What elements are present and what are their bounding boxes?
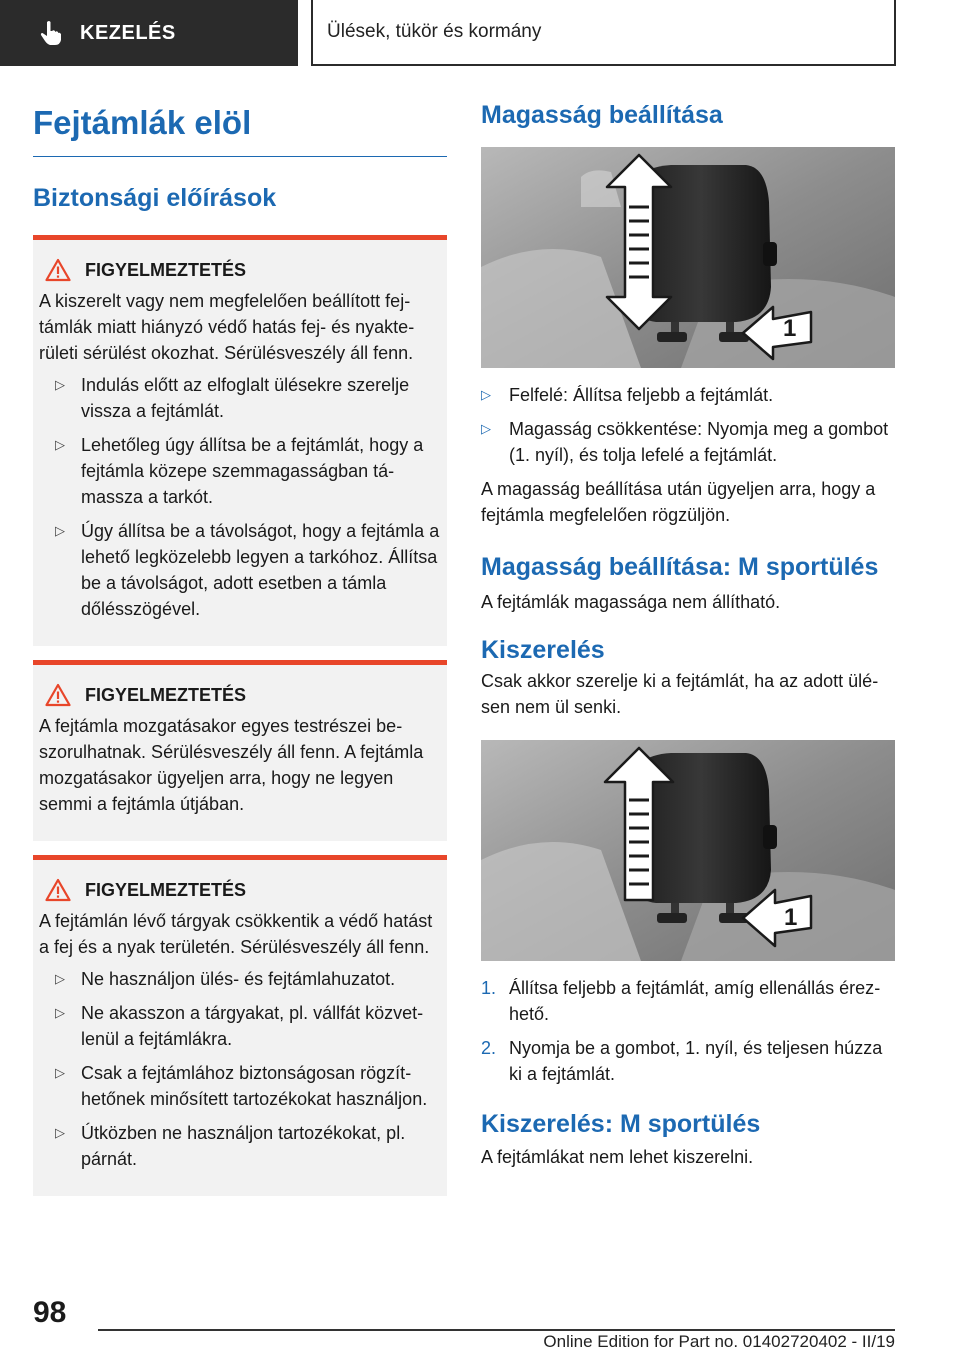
headrest-photo <box>481 147 895 368</box>
right-column <box>481 100 895 1170</box>
list-item: ▷ Lehetőleg úgy állítsa be a fejtámlát, hogy a fejtámla közepe szemmagasságban támassza a tarkót. <box>39 432 441 510</box>
headrest-illustration <box>481 740 895 961</box>
warning-box <box>33 855 447 1196</box>
list-item: ▷ Ne akasszon a tárgyakat, pl. vállfát közvetlenül a fejtámlákra. <box>39 1000 441 1052</box>
triangle-bullet-icon: ▷ <box>55 1125 65 1140</box>
triangle-bullet-icon: ▷ <box>481 387 491 402</box>
chapter-label: Ülések, tükör és kormány <box>327 21 542 42</box>
m-sport-height-title: Magasság beállítása: M sportülés <box>481 553 879 581</box>
paragraph: A fejtámlákat nem lehet kiszerelni. <box>481 1147 754 1167</box>
paragraph: A fejtámlák magassága nem állítható. <box>481 592 781 612</box>
chapter-header <box>311 0 896 66</box>
warning-list <box>39 372 441 622</box>
footer-divider <box>98 1329 895 1331</box>
list-item: ▷ Úgy állítsa be a távolságot, hogy a fejtámla a lehető legközelebb legyen a tarkóhoz. Állítsa be a távolságot, adott esetben a támla dőlésszögével. <box>39 518 441 622</box>
warning-triangle-icon <box>45 683 71 707</box>
page-number: 98 <box>33 1296 67 1329</box>
paragraph: A magasság beállítása után ügyeljen arra, hogy a fejtámla megfelelően rögzüljön. <box>481 479 876 525</box>
warning-title: FIGYELMEZTETÉS <box>85 684 247 705</box>
safety-subtitle: Biztonsági előírások <box>33 184 277 212</box>
headrest-photo <box>481 740 895 961</box>
warning-title: FIGYELMEZTETÉS <box>85 879 247 900</box>
section-tab <box>0 0 298 66</box>
list-item: ▷ Csak a fejtámlához biztonságosan rögzíthetőnek minősített tartozékokat használjon. <box>39 1060 441 1112</box>
warning-text: A kiszerelt vagy nem megfelelően beállított fejtámlák miatt hiányzó védő hatás fej- és nyakterületi sérülést okozhat. Sérülésveszély áll fenn. <box>39 291 415 363</box>
list-item: ▷ Magasság csökkentése: Nyomja meg a gombot (1. nyíl), és tolja lefelé a fejtámlát. <box>481 416 895 468</box>
triangle-bullet-icon: ▷ <box>55 971 65 986</box>
m-sport-removal-title: Kiszerelés: M sportülés <box>481 1110 761 1138</box>
list-item: ▷ Felfelé: Állítsa feljebb a fejtámlát. <box>481 382 895 408</box>
warning-triangle-icon <box>45 258 71 282</box>
list-item: ▷ Indulás előtt az elfoglalt ülésekre szerelje vissza a fejtámlát. <box>39 372 441 424</box>
triangle-bullet-icon: ▷ <box>481 421 491 436</box>
arrow-number-label: 1 <box>784 904 798 931</box>
list-item: 1. Állítsa feljebb a fejtámlát, amíg ellenállás érezhető. <box>481 978 881 1024</box>
triangle-bullet-icon: ▷ <box>55 1005 65 1020</box>
warning-box <box>33 235 447 646</box>
triangle-bullet-icon: ▷ <box>55 1065 65 1080</box>
triangle-bullet-icon: ▷ <box>55 437 65 452</box>
paragraph: Csak akkor szerelje ki a fejtámlát, ha az adott ülésen nem ül senki. <box>481 671 879 717</box>
footer-edition: Online Edition for Part no. 01402720402 - II/19 <box>543 1332 895 1351</box>
list-item: ▷ Útközben ne használjon tartozékokat, pl. párnát. <box>39 1120 441 1172</box>
warning-text: A fejtámla mozgatásakor egyes testrészei beszorulhatnak. Sérülésveszély áll fenn. A fejtámla mozgatásakor ügyeljen arra, hogy ne legyen semmi a fejtámla útjában. <box>39 716 424 814</box>
section-label: KEZELÉS <box>80 21 176 44</box>
warning-text: A fejtámlán lévő tárgyak csökkentik a védő hatást a fej és a nyak területén. Sérülésveszély áll fenn. <box>39 911 433 957</box>
list-item: ▷ Ne használjon ülés- és fejtámlahuzatot. <box>39 966 441 992</box>
warning-title: FIGYELMEZTETÉS <box>85 259 247 280</box>
height-adjust-title: Magasság beállítása <box>481 101 723 129</box>
warning-box <box>33 660 447 841</box>
warning-list <box>39 966 441 1172</box>
headrest-illustration <box>481 147 895 368</box>
triangle-bullet-icon: ▷ <box>55 377 65 392</box>
arrow-number-label: 1 <box>783 315 797 342</box>
left-column <box>33 100 447 1196</box>
page-title: Fejtámlák elöl <box>33 100 447 157</box>
hand-pointer-icon <box>40 20 62 46</box>
removal-title: Kiszerelés <box>481 636 605 664</box>
warning-triangle-icon <box>45 878 71 902</box>
list-item: 2. Nyomja be a gombot, 1. nyíl, és teljesen húzza ki a fejtámlát. <box>481 1038 883 1084</box>
triangle-bullet-icon: ▷ <box>55 523 65 538</box>
